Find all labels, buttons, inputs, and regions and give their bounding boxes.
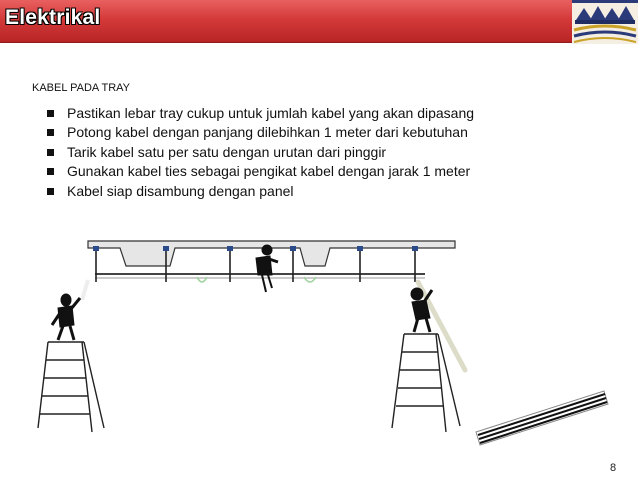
list-item-text: Tarik kabel satu per satu dengan urutan dari pinggir bbox=[67, 143, 387, 160]
cable-hanging bbox=[418, 282, 465, 370]
slide-title: Elektrikal bbox=[5, 6, 101, 29]
page-number: 8 bbox=[610, 462, 617, 474]
worker-left bbox=[52, 294, 80, 340]
list-item-text: Kabel siap disambung dengan panel bbox=[67, 182, 294, 199]
worker-middle bbox=[256, 245, 278, 292]
cable-bundle bbox=[476, 391, 608, 445]
cable-pulled bbox=[82, 280, 88, 300]
list-item-text: Gunakan kabel ties sebagai pengikat kabel dengan jarak 1 meter bbox=[67, 163, 471, 180]
section-heading: KABEL PADA TRAY bbox=[32, 82, 131, 94]
list-item-text: Potong kabel dengan panjang dilebihkan 1 meter dari kebutuhan bbox=[67, 124, 468, 141]
list-item-text: Pastikan lebar tray cukup untuk jumlah kabel yang akan dipasang bbox=[67, 105, 475, 121]
worker-right bbox=[411, 288, 432, 332]
ladder-right bbox=[392, 334, 460, 432]
ladder-left bbox=[38, 342, 104, 432]
